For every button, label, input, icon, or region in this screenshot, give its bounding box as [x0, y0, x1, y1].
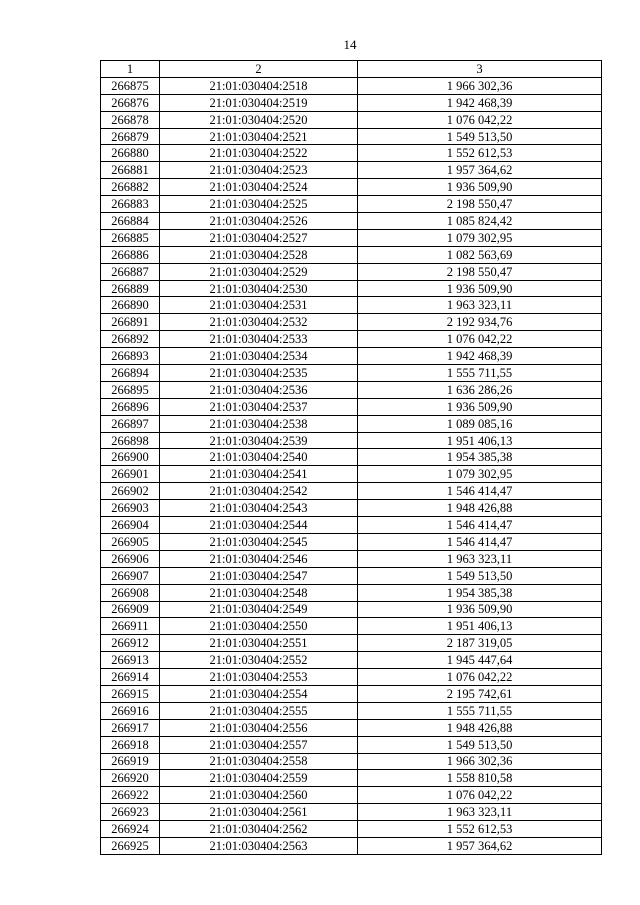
table-row [101, 213, 602, 230]
cadastral-number-cell: 21:01:030404:2532 [160, 314, 358, 331]
value-cell: 1 555 711,55 [358, 702, 602, 719]
page-number: 14 [343, 37, 357, 52]
table-row [101, 111, 602, 128]
table-row [101, 432, 602, 449]
table-row [101, 449, 602, 466]
cadastral-number-cell: 21:01:030404:2524 [160, 179, 358, 196]
table-row [101, 94, 602, 111]
value-cell: 1 936 509,90 [358, 179, 602, 196]
cadastral-number-cell: 21:01:030404:2525 [160, 196, 358, 213]
table-row [101, 415, 602, 432]
cadastral-number-cell: 21:01:030404:2558 [160, 753, 358, 770]
cadastral-number-cell: 21:01:030404:2554 [160, 685, 358, 702]
value-cell: 1 079 302,95 [358, 229, 602, 246]
cadastral-number-cell: 21:01:030404:2533 [160, 331, 358, 348]
cadastral-number-cell: 21:01:030404:2523 [160, 162, 358, 179]
value-cell: 2 192 934,76 [358, 314, 602, 331]
cadastral-number-cell: 21:01:030404:2547 [160, 567, 358, 584]
cadastral-number-cell: 21:01:030404:2555 [160, 702, 358, 719]
value-cell: 1 079 302,95 [358, 466, 602, 483]
cadastral-number-cell: 21:01:030404:2548 [160, 584, 358, 601]
row-number-cell: 266912 [101, 635, 160, 652]
row-number-cell: 266901 [101, 466, 160, 483]
table-row [101, 685, 602, 702]
table-row [101, 821, 602, 838]
row-number-cell: 266894 [101, 365, 160, 382]
row-number-cell: 266892 [101, 331, 160, 348]
row-number-cell: 266881 [101, 162, 160, 179]
cadastral-number-cell: 21:01:030404:2556 [160, 719, 358, 736]
value-cell: 1 954 385,38 [358, 449, 602, 466]
table-row [101, 196, 602, 213]
row-number-cell: 266923 [101, 804, 160, 821]
cadastral-number-cell: 21:01:030404:2560 [160, 787, 358, 804]
row-number-cell: 266898 [101, 432, 160, 449]
cadastral-number-cell: 21:01:030404:2561 [160, 804, 358, 821]
value-cell: 1 549 513,50 [358, 567, 602, 584]
value-cell: 1 558 810,58 [358, 770, 602, 787]
value-cell: 1 546 414,47 [358, 483, 602, 500]
cadastral-number-cell: 21:01:030404:2528 [160, 246, 358, 263]
row-number-cell: 266908 [101, 584, 160, 601]
value-cell: 1 936 509,90 [358, 601, 602, 618]
table-body [101, 77, 602, 854]
data-table [100, 60, 602, 855]
table-row [101, 398, 602, 415]
row-number-cell: 266909 [101, 601, 160, 618]
table-row [101, 145, 602, 162]
cadastral-number-cell: 21:01:030404:2521 [160, 128, 358, 145]
row-number-cell: 266920 [101, 770, 160, 787]
row-number-cell: 266895 [101, 381, 160, 398]
cadastral-number-cell: 21:01:030404:2529 [160, 263, 358, 280]
row-number-cell: 266917 [101, 719, 160, 736]
header-row [101, 61, 602, 78]
cadastral-number-cell: 21:01:030404:2551 [160, 635, 358, 652]
row-number-cell: 266880 [101, 145, 160, 162]
cadastral-number-cell: 21:01:030404:2550 [160, 618, 358, 635]
cadastral-number-cell: 21:01:030404:2527 [160, 229, 358, 246]
value-cell: 1 954 385,38 [358, 584, 602, 601]
table-row [101, 669, 602, 686]
table-row [101, 466, 602, 483]
value-cell: 2 195 742,61 [358, 685, 602, 702]
table-row [101, 517, 602, 534]
value-cell: 1 942 468,39 [358, 348, 602, 365]
row-number-cell: 266882 [101, 179, 160, 196]
value-cell: 1 936 509,90 [358, 398, 602, 415]
cadastral-number-cell: 21:01:030404:2538 [160, 415, 358, 432]
row-number-cell: 266887 [101, 263, 160, 280]
table-row [101, 331, 602, 348]
value-cell: 2 198 550,47 [358, 196, 602, 213]
value-cell: 1 948 426,88 [358, 719, 602, 736]
table-row [101, 128, 602, 145]
value-cell: 1 076 042,22 [358, 669, 602, 686]
row-number-cell: 266913 [101, 652, 160, 669]
row-number-cell: 266886 [101, 246, 160, 263]
cadastral-number-cell: 21:01:030404:2544 [160, 517, 358, 534]
row-number-cell: 266907 [101, 567, 160, 584]
table-row [101, 229, 602, 246]
cadastral-number-cell: 21:01:030404:2534 [160, 348, 358, 365]
value-cell: 1 546 414,47 [358, 533, 602, 550]
table-header [101, 61, 602, 78]
column-header-2: 2 [160, 61, 358, 78]
table-row [101, 719, 602, 736]
cadastral-number-cell: 21:01:030404:2549 [160, 601, 358, 618]
value-cell: 1 552 612,53 [358, 145, 602, 162]
cadastral-number-cell: 21:01:030404:2537 [160, 398, 358, 415]
row-number-cell: 266897 [101, 415, 160, 432]
table-row [101, 179, 602, 196]
cadastral-number-cell: 21:01:030404:2546 [160, 550, 358, 567]
table-row [101, 483, 602, 500]
row-number-cell: 266916 [101, 702, 160, 719]
row-number-cell: 266924 [101, 821, 160, 838]
row-number-cell: 266879 [101, 128, 160, 145]
cadastral-number-cell: 21:01:030404:2542 [160, 483, 358, 500]
value-cell: 1 936 509,90 [358, 280, 602, 297]
value-cell: 1 076 042,22 [358, 111, 602, 128]
row-number-cell: 266903 [101, 500, 160, 517]
table-row [101, 348, 602, 365]
table-row [101, 297, 602, 314]
table-row [101, 770, 602, 787]
table-row [101, 500, 602, 517]
row-number-cell: 266883 [101, 196, 160, 213]
value-cell: 1 963 323,11 [358, 804, 602, 821]
cadastral-number-cell: 21:01:030404:2539 [160, 432, 358, 449]
table-row [101, 77, 602, 94]
table-row [101, 618, 602, 635]
value-cell: 1 963 323,11 [358, 297, 602, 314]
row-number-cell: 266885 [101, 229, 160, 246]
table-row [101, 584, 602, 601]
row-number-cell: 266875 [101, 77, 160, 94]
cadastral-number-cell: 21:01:030404:2519 [160, 94, 358, 111]
value-cell: 1 085 824,42 [358, 213, 602, 230]
row-number-cell: 266918 [101, 736, 160, 753]
row-number-cell: 266893 [101, 348, 160, 365]
table-row [101, 837, 602, 854]
table-row [101, 652, 602, 669]
cadastral-number-cell: 21:01:030404:2553 [160, 669, 358, 686]
row-number-cell: 266902 [101, 483, 160, 500]
value-cell: 1 963 323,11 [358, 550, 602, 567]
table-row [101, 635, 602, 652]
row-number-cell: 266906 [101, 550, 160, 567]
value-cell: 1 957 364,62 [358, 837, 602, 854]
row-number-cell: 266911 [101, 618, 160, 635]
cadastral-number-cell: 21:01:030404:2531 [160, 297, 358, 314]
value-cell: 1 549 513,50 [358, 128, 602, 145]
row-number-cell: 266925 [101, 837, 160, 854]
value-cell: 1 966 302,36 [358, 753, 602, 770]
cadastral-number-cell: 21:01:030404:2557 [160, 736, 358, 753]
value-cell: 1 089 085,16 [358, 415, 602, 432]
row-number-cell: 266890 [101, 297, 160, 314]
row-number-cell: 266889 [101, 280, 160, 297]
value-cell: 1 942 468,39 [358, 94, 602, 111]
table-row [101, 263, 602, 280]
table-row [101, 736, 602, 753]
cadastral-number-cell: 21:01:030404:2535 [160, 365, 358, 382]
cadastral-number-cell: 21:01:030404:2520 [160, 111, 358, 128]
table-row [101, 601, 602, 618]
row-number-cell: 266914 [101, 669, 160, 686]
cadastral-number-cell: 21:01:030404:2552 [160, 652, 358, 669]
value-cell: 1 076 042,22 [358, 331, 602, 348]
value-cell: 1 076 042,22 [358, 787, 602, 804]
cadastral-number-cell: 21:01:030404:2526 [160, 213, 358, 230]
value-cell: 2 187 319,05 [358, 635, 602, 652]
row-number-cell: 266922 [101, 787, 160, 804]
cadastral-number-cell: 21:01:030404:2563 [160, 837, 358, 854]
table-row [101, 753, 602, 770]
row-number-cell: 266878 [101, 111, 160, 128]
table-row [101, 804, 602, 821]
table-row [101, 162, 602, 179]
cadastral-number-cell: 21:01:030404:2518 [160, 77, 358, 94]
value-cell: 1 555 711,55 [358, 365, 602, 382]
table-row [101, 533, 602, 550]
cadastral-number-cell: 21:01:030404:2540 [160, 449, 358, 466]
cadastral-number-cell: 21:01:030404:2559 [160, 770, 358, 787]
row-number-cell: 266919 [101, 753, 160, 770]
value-cell: 1 549 513,50 [358, 736, 602, 753]
table-row [101, 567, 602, 584]
value-cell: 1 951 406,13 [358, 432, 602, 449]
value-cell: 1 552 612,53 [358, 821, 602, 838]
cadastral-number-cell: 21:01:030404:2545 [160, 533, 358, 550]
row-number-cell: 266915 [101, 685, 160, 702]
cadastral-number-cell: 21:01:030404:2562 [160, 821, 358, 838]
table-row [101, 381, 602, 398]
value-cell: 2 198 550,47 [358, 263, 602, 280]
table-row [101, 314, 602, 331]
value-cell: 1 945 447,64 [358, 652, 602, 669]
table-row [101, 365, 602, 382]
table-row [101, 702, 602, 719]
table-row [101, 787, 602, 804]
value-cell: 1 948 426,88 [358, 500, 602, 517]
row-number-cell: 266900 [101, 449, 160, 466]
value-cell: 1 966 302,36 [358, 77, 602, 94]
cadastral-number-cell: 21:01:030404:2541 [160, 466, 358, 483]
cadastral-number-cell: 21:01:030404:2530 [160, 280, 358, 297]
cadastral-number-cell: 21:01:030404:2536 [160, 381, 358, 398]
row-number-cell: 266896 [101, 398, 160, 415]
row-number-cell: 266884 [101, 213, 160, 230]
table-row [101, 280, 602, 297]
column-header-1: 1 [101, 61, 160, 78]
column-header-3: 3 [358, 61, 602, 78]
row-number-cell: 266905 [101, 533, 160, 550]
table-row [101, 550, 602, 567]
value-cell: 1 957 364,62 [358, 162, 602, 179]
cadastral-number-cell: 21:01:030404:2543 [160, 500, 358, 517]
table-row [101, 246, 602, 263]
value-cell: 1 636 286,26 [358, 381, 602, 398]
value-cell: 1 951 406,13 [358, 618, 602, 635]
row-number-cell: 266891 [101, 314, 160, 331]
row-number-cell: 266876 [101, 94, 160, 111]
value-cell: 1 546 414,47 [358, 517, 602, 534]
row-number-cell: 266904 [101, 517, 160, 534]
cadastral-number-cell: 21:01:030404:2522 [160, 145, 358, 162]
value-cell: 1 082 563,69 [358, 246, 602, 263]
